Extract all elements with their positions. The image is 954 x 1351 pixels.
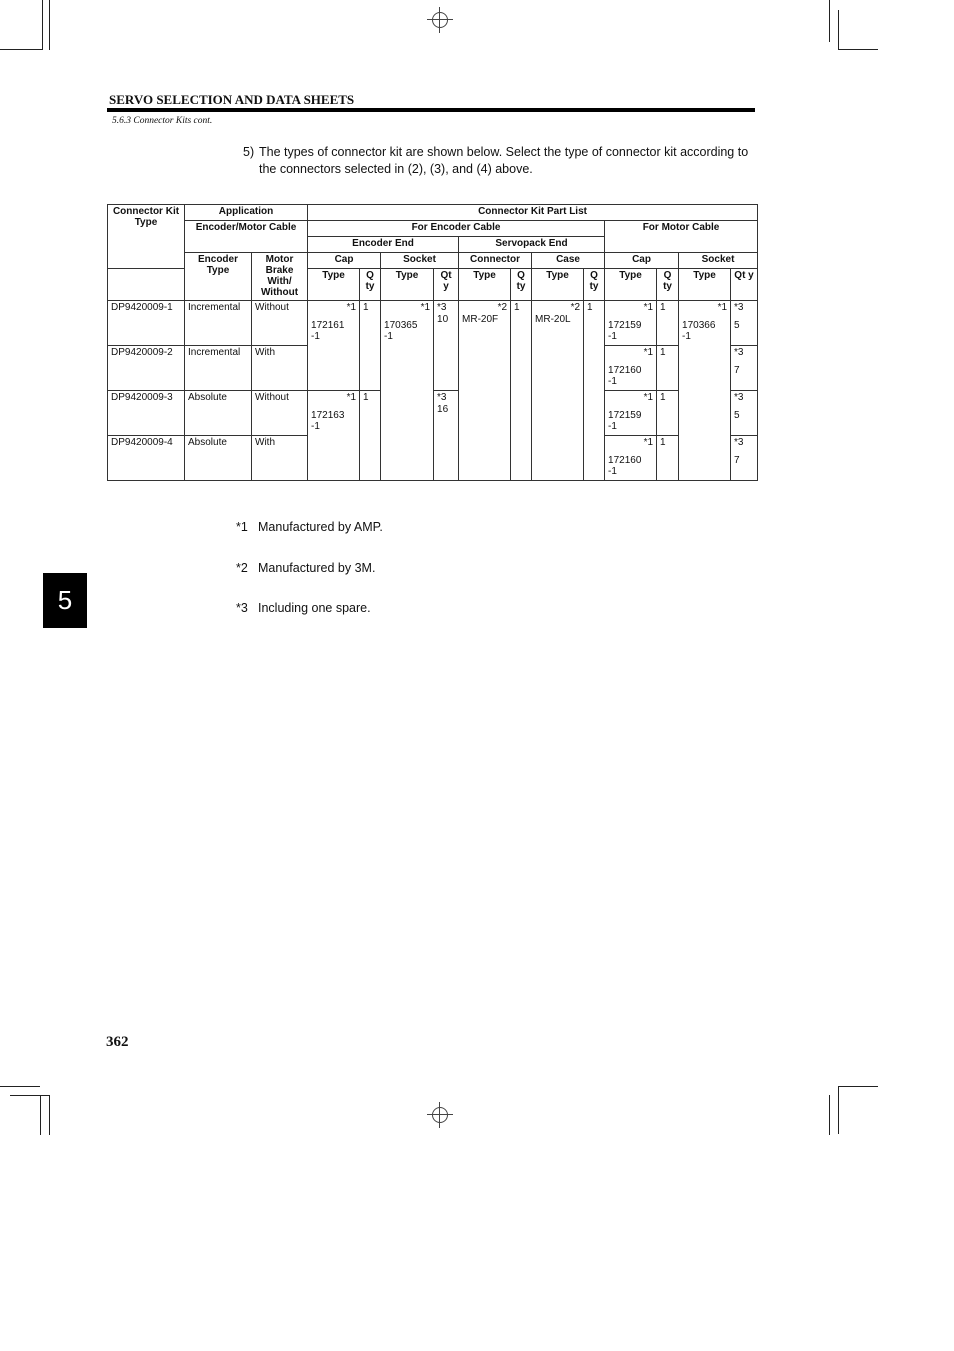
- enc-socket-type-cell: [381, 301, 434, 481]
- motor-cap-type-cell: [605, 346, 657, 391]
- footnote-mark: *2: [236, 561, 248, 575]
- header-rule: [107, 108, 755, 112]
- enc-socket-qty-cell: [434, 391, 459, 481]
- footnote-text: Including one spare.: [258, 601, 371, 615]
- header-case: Case: [532, 253, 605, 269]
- footnote: [236, 520, 383, 534]
- header-type: Type: [605, 269, 657, 301]
- header-for-motor-cable: For Motor Cable: [605, 221, 758, 253]
- header-type: Type: [308, 269, 360, 301]
- part-number: 172160 -1: [608, 454, 642, 477]
- header-enc-cap: Cap: [308, 253, 381, 269]
- crop-mark: [829, 1095, 830, 1135]
- quantity: 10: [437, 313, 449, 325]
- footnote-mark: *1: [643, 392, 654, 403]
- quantity: 5: [734, 409, 740, 421]
- header-type: Type: [381, 269, 434, 301]
- enc-cap-qty-cell: 1: [360, 391, 381, 481]
- motor-socket-qty-cell: [731, 436, 758, 481]
- enc-cap-qty-cell: 1: [360, 301, 381, 391]
- encoder-type-cell: Absolute: [185, 436, 252, 481]
- header-motor-socket: Socket: [679, 253, 758, 269]
- crop-mark: [838, 1086, 878, 1087]
- crop-mark: [49, 1095, 50, 1135]
- header-connector-kit-type: Connector Kit Type: [108, 205, 185, 269]
- part-number: 172161 -1: [311, 319, 345, 342]
- footnote-mark: *1: [643, 347, 654, 358]
- footnote-mark: *3: [734, 302, 744, 313]
- header-qty: Q ty: [511, 269, 532, 301]
- motor-cap-qty-cell: 1: [657, 391, 679, 436]
- table-row: [108, 301, 758, 346]
- crop-mark: [49, 0, 50, 50]
- header-encoder-end: Encoder End: [308, 237, 459, 253]
- footnote-mark: *1: [346, 302, 357, 313]
- motor-cap-type-cell: [605, 301, 657, 346]
- enc-socket-qty-cell: [434, 301, 459, 391]
- header-kit-blank: [108, 269, 185, 301]
- crop-mark: [829, 0, 830, 42]
- part-number: 172160 -1: [608, 364, 642, 387]
- crop-mark: [42, 0, 43, 50]
- part-number: 170366 -1: [682, 319, 716, 342]
- header-qty: Q ty: [360, 269, 381, 301]
- section-title: SERVO SELECTION AND DATA SHEETS: [109, 92, 355, 107]
- header-qty: Q ty: [657, 269, 679, 301]
- crop-mark: [838, 1086, 839, 1134]
- connector-kit-table: [107, 204, 758, 481]
- header-encoder-motor-cable: Encoder/Motor Cable: [185, 221, 308, 253]
- footnote: [236, 601, 371, 615]
- header-motor-cap: Cap: [605, 253, 679, 269]
- motor-brake-cell: Without: [252, 391, 308, 436]
- quantity: 16: [437, 403, 449, 415]
- motor-cap-qty-cell: 1: [657, 436, 679, 481]
- footnote-text: Manufactured by AMP.: [258, 520, 383, 534]
- enc-cap-type-cell: [308, 391, 360, 481]
- motor-cap-type-cell: [605, 436, 657, 481]
- footnote-text: Manufactured by 3M.: [258, 561, 376, 575]
- motor-cap-qty-cell: 1: [657, 346, 679, 391]
- header-servopack-end: Servopack End: [459, 237, 605, 253]
- crop-mark: [10, 1095, 50, 1096]
- kit-type-cell: DP9420009-2: [108, 346, 185, 391]
- footnote-mark: *3: [734, 437, 744, 448]
- footnote-mark: *1: [643, 437, 654, 448]
- header-qty: Qt y: [731, 269, 758, 301]
- footnote-mark: *3: [437, 302, 447, 313]
- header-qty: Qt y: [434, 269, 459, 301]
- footnote-mark: *2: [497, 302, 508, 313]
- footnote-mark: *3: [734, 392, 744, 403]
- header-encoder-type: Encoder Type: [185, 253, 252, 301]
- quantity: 5: [734, 319, 740, 331]
- footnote-mark: *3: [437, 392, 447, 403]
- footnote-mark: *2: [570, 302, 581, 313]
- header-motor-brake: Motor Brake With/ Without: [252, 253, 308, 301]
- kit-type-cell: DP9420009-1: [108, 301, 185, 346]
- motor-brake-cell: With: [252, 346, 308, 391]
- part-number: MR-20F: [462, 313, 499, 325]
- motor-brake-cell: With: [252, 436, 308, 481]
- crop-mark: [838, 10, 839, 50]
- footnote-mark: *3: [236, 601, 248, 615]
- intro-number: 5): [243, 145, 255, 159]
- part-number: MR-20L: [535, 313, 571, 325]
- part-number: 172159 -1: [608, 409, 642, 432]
- header-part-list: Connector Kit Part List: [308, 205, 758, 221]
- part-number: 170365 -1: [384, 319, 418, 342]
- case-type-cell: [532, 301, 584, 481]
- motor-socket-qty-cell: [731, 346, 758, 391]
- header-type: Type: [459, 269, 511, 301]
- motor-cap-type-cell: [605, 391, 657, 436]
- part-number: 172159 -1: [608, 319, 642, 342]
- registration-mark-bottom: [427, 1102, 453, 1128]
- header-type: Type: [679, 269, 731, 301]
- part-number: 172163 -1: [311, 409, 345, 432]
- header-enc-socket: Socket: [381, 253, 459, 269]
- motor-socket-qty-cell: [731, 391, 758, 436]
- header-connector: Connector: [459, 253, 532, 269]
- header-type: Type: [532, 269, 584, 301]
- header-qty: Q ty: [584, 269, 605, 301]
- chapter-tab: 5: [43, 573, 87, 628]
- intro-text: The types of connector kit are shown below. Select the type of connector kit according to the connectors selected in (2), (3), and (4) above.: [259, 145, 749, 176]
- footnote-mark: *1: [643, 302, 654, 313]
- footnote-mark: *1: [236, 520, 248, 534]
- encoder-type-cell: Incremental: [185, 301, 252, 346]
- footnote-mark: *1: [717, 302, 728, 313]
- footnote-mark: *1: [346, 392, 357, 403]
- header-for-encoder-cable: For Encoder Cable: [308, 221, 605, 237]
- connector-type-cell: [459, 301, 511, 481]
- motor-brake-cell: Without: [252, 301, 308, 346]
- page-number: 362: [106, 1034, 129, 1050]
- encoder-type-cell: Incremental: [185, 346, 252, 391]
- subsection-title: 5.6.3 Connector Kits cont.: [112, 116, 213, 126]
- crop-mark: [0, 49, 42, 50]
- crop-mark: [0, 1086, 40, 1087]
- motor-socket-type-cell: [679, 301, 731, 481]
- intro-paragraph: [243, 144, 763, 178]
- kit-type-cell: DP9420009-3: [108, 391, 185, 436]
- kit-type-cell: DP9420009-4: [108, 436, 185, 481]
- connector-qty-cell: 1: [511, 301, 532, 481]
- registration-mark-top: [427, 7, 453, 33]
- motor-cap-qty-cell: 1: [657, 301, 679, 346]
- quantity: 7: [734, 364, 740, 376]
- footnote-mark: *1: [420, 302, 431, 313]
- header-application: Application: [185, 205, 308, 221]
- footnote: [236, 561, 375, 575]
- crop-mark: [838, 49, 878, 50]
- crop-mark: [40, 1095, 41, 1135]
- motor-socket-qty-cell: [731, 301, 758, 346]
- quantity: 7: [734, 454, 740, 466]
- case-qty-cell: 1: [584, 301, 605, 481]
- enc-cap-type-cell: [308, 301, 360, 391]
- footnote-mark: *3: [734, 347, 744, 358]
- encoder-type-cell: Absolute: [185, 391, 252, 436]
